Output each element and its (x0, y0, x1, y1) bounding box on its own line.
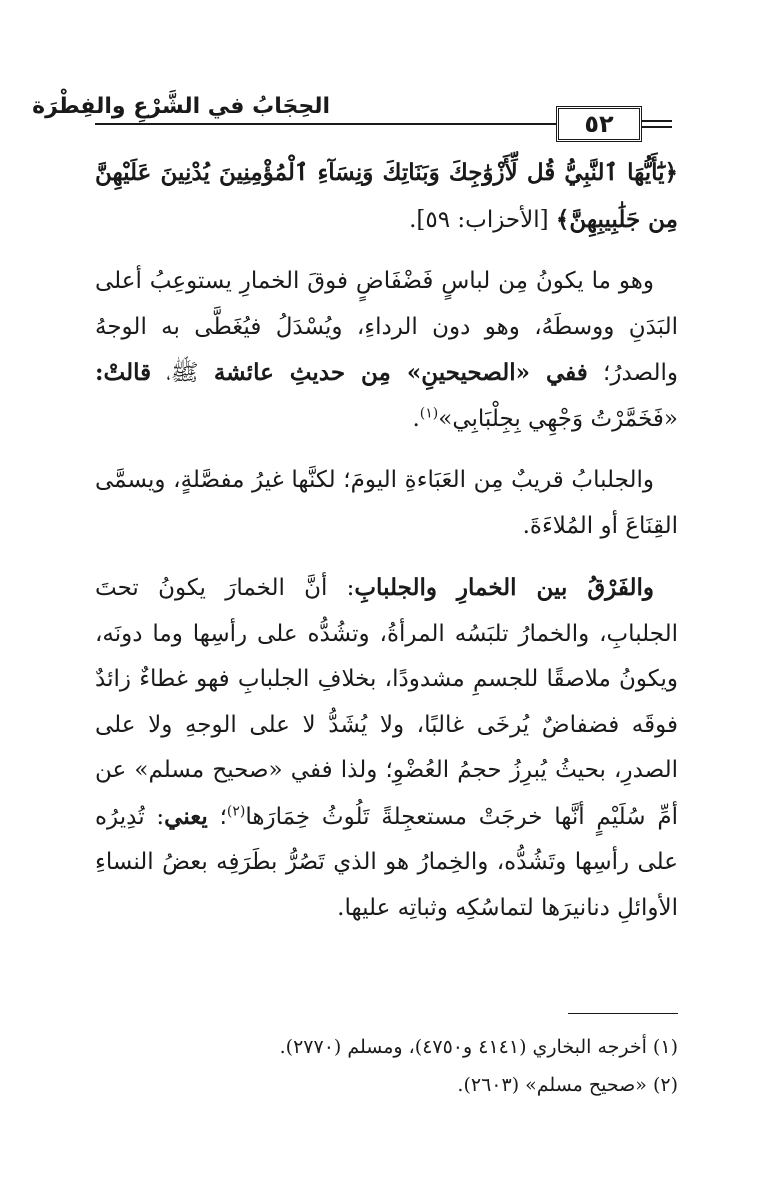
text-segment: ؛ (207, 803, 227, 830)
text-segment: . (412, 405, 420, 432)
footnote: (١) أخرجه البخاري (٤١٤١ و٤٧٥٠)، ومسلم (٢٧٧٠). (279, 1036, 678, 1058)
page-number: ٥٢ (584, 110, 614, 138)
footnote-separator (568, 1013, 678, 1014)
footnotes (95, 1028, 678, 1104)
text-segment: : تُدِيرُه على رأسِها وتَشُدُّه، والخِمارُ هو الذي تَصُرُّ بطَرَفِه بعضُ النساءِ الأوائلِ دنانيرَها لتماسُكِه وثباتِه عليها. (95, 803, 678, 921)
paragraph (95, 565, 678, 931)
running-header-title: الحِجَابُ في الشَّرْعِ والفِطْرَة (32, 94, 330, 119)
footnote-marker: (٢) (226, 802, 246, 819)
paragraph (95, 259, 678, 442)
footnote-marker: (١) (419, 404, 439, 421)
text-segment: والجلبابُ قريبٌ مِن العَبَاءةِ اليومَ؛ لكنَّها غيرُ مفصَّلةٍ، ويسمَّى القِنَاعَ أو المُلاءَةَ. (95, 467, 678, 539)
page-number-box (556, 106, 642, 142)
text-segment: [الأحزاب: ٥٩]. (409, 206, 556, 233)
text-segment: «فَخَمَّرْتُ وَجْهِي بِجِلْبَابِي» (438, 405, 678, 432)
paragraph (95, 150, 678, 243)
text-segment: وهو ما يكونُ مِن لباسٍ فَضْفَاضٍ فوقَ الخمارِ يستوعِبُ أعلى البَدَنِ ووسطَهُ، وهو دون الرداءِ، ويُسْدَلُ فيُغَطَّى به الوجهُ والصدرُ؛ (95, 268, 678, 386)
footnote: (٢) «صحيح مسلم» (٢٦٠٣). (457, 1074, 678, 1096)
text-segment: يعني (164, 802, 208, 830)
text-segment: قالتْ: (95, 359, 152, 386)
text-segment: ﷺ، (151, 360, 214, 386)
header-rule-right (642, 120, 672, 122)
text-segment: : أنَّ الخمارَ يكونُ تحتَ الجلبابِ، والخمارُ تلبَسُه المرأةُ، وتشُدُّه على رأسِها وما دونَه، ويكونُ ملاصقًا للجسمِ مشدودًا، بخلافِ الجلبابِ فهو غطاءٌ زائدٌ فوقَه فضفاضٌ يُرخَى غالبًا، ولا يُشَدُّ لا على الوجهِ ولا على الصدرِ، بحيثُ يُبرِزُ حجمُ العُضْوِ؛ ولذا ففي «صحيح مسلم» عن أمِّ سُلَيْمٍ أنَّها خرجَتْ مستعجِلةً تَلُوثُ خِمَارَها (95, 575, 678, 830)
paragraph (95, 458, 678, 549)
body-text (95, 150, 678, 947)
quran-verse: ﴿يَٰٓأَيُّهَا ٱلنَّبِيُّ قُل لِّأَزْوَٰجِكَ وَبَنَاتِكَ وَنِسَآءِ ٱلْمُؤْمِنِينَ يُدْنِينَ عَلَيْهِنَّ مِن جَلَٰبِيبِهِنَّ﴾ (95, 159, 678, 233)
header-rule-right-lower (642, 126, 672, 128)
text-segment: ففي «الصحيحينِ» مِن حديثِ عائشة (213, 359, 588, 386)
text-segment: والفَرْقُ بين الخمارِ والجلبابِ (354, 574, 654, 601)
header-rule (95, 123, 557, 125)
